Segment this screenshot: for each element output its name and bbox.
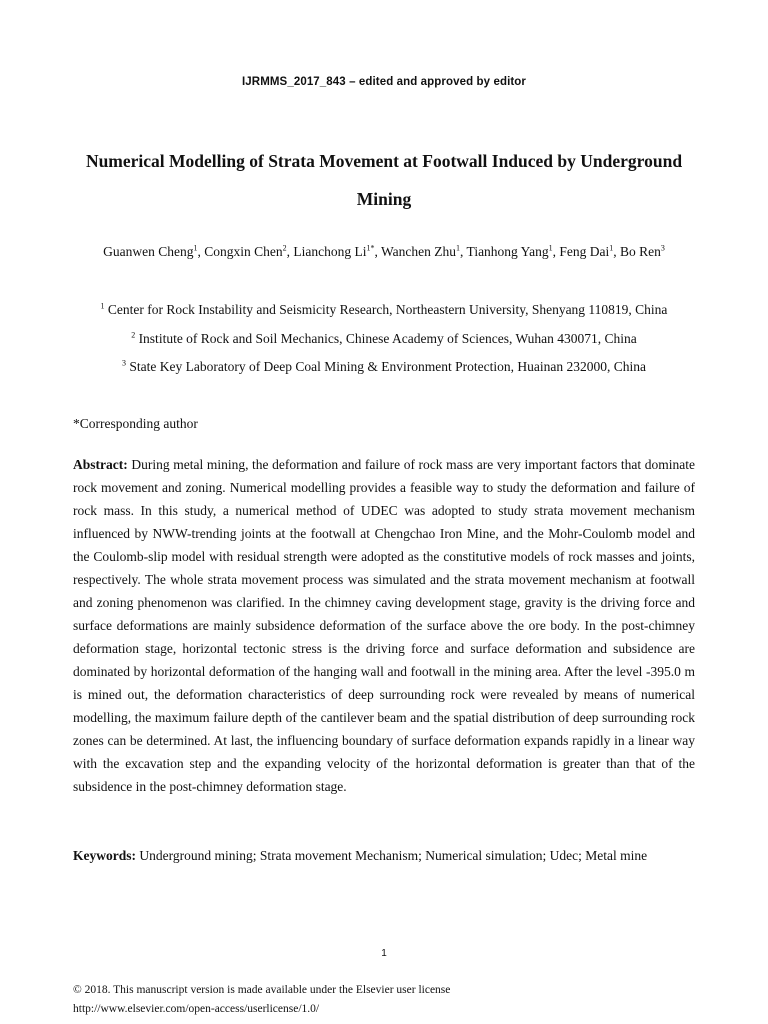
author-affiliation-mark: 1: [548, 243, 553, 253]
author-name: Tianhong Yang: [466, 244, 549, 259]
abstract: [73, 453, 695, 798]
keywords-label: Keywords:: [73, 848, 136, 863]
author-name: Guanwen Cheng: [103, 244, 194, 259]
page-number: 1: [381, 948, 387, 959]
header-note: IJRMMS_2017_843 – edited and approved by editor: [242, 76, 526, 88]
author-name: Lianchong Li: [293, 244, 367, 259]
license-statement: © 2018. This manuscript version is made available under the Elsevier user license: [73, 984, 451, 996]
author-name: Feng Dai: [559, 244, 610, 259]
author-separator: ,: [460, 244, 467, 259]
author-affiliation-mark: 1: [193, 243, 198, 253]
abstract-text: During metal mining, the deformation and failure of rock mass are very important factors that dominate rock movement and zoning. Numerical modelling provides a feasible way to study the deformation and failure of rock mass. In this study, a numerical method of UDEC was adopted to study strata movement mechanism influenced by NWW-trending joints at the footwall at Chengchao Iron Mine, and the Mohr-Coulomb model and the Coulomb-slip model with residual strength were adopted as the constitutive models of rock masses and joints, respectively. The whole strata movement process was simulated and the strata movement mechanism at footwall and zoning phenomenon was clarified. In the chimney caving development stage, gravity is the driving force and surface deformations are mainly subsidence deformation of the surface above the ore body. In the post-chimney deformation stage, horizontal tectonic stress is the driving force and surface deformation and subsidence are dominated by horizontal deformation of the hanging wall and footwall in the mining area. After the level -395.0 m is mined out, the deformation characteristics of deep surrounding rock were revealed by means of numerical modelling, the maximum failure depth of the cantilever beam and the spatial distribution of deep surrounding rock zones can be determined. At last, the influencing boundary of surface deformation expands rapidly in a linear way with the excavation step and the expanding velocity of the horizontal deformation is greater than that of the subsidence in the post-chimney deformation stage.: [73, 457, 696, 794]
author-affiliation-mark: 1*: [366, 243, 375, 253]
keywords: [73, 848, 647, 864]
corresponding-author-note: *Corresponding author: [73, 416, 198, 431]
affiliation-text: State Key Laboratory of Deep Coal Mining & Environment Protection, Huainan 232000, China: [129, 359, 647, 374]
affiliation-text: Center for Rock Instability and Seismicity Research, Northeastern University, Shenyang 110819, China: [107, 302, 668, 317]
keywords-text: Underground mining; Strata movement Mechanism; Numerical simulation; Udec; Metal mine: [139, 848, 648, 863]
affiliation-1: [0, 302, 768, 318]
affiliation-number: 3: [121, 358, 126, 368]
author-name: Congxin Chen: [204, 244, 283, 259]
author-separator: ,: [197, 244, 205, 259]
author-name: Wanchen Zhu: [381, 244, 457, 259]
paper-title: Numerical Modelling of Strata Movement at Footwall Induced by Underground Mining: [85, 151, 683, 209]
author-list: [60, 244, 708, 260]
author-affiliation-mark: 1: [609, 243, 614, 253]
affiliation-text: Institute of Rock and Soil Mechanics, Chinese Academy of Sciences, Wuhan 430071, China: [138, 331, 637, 346]
author-separator: ,: [613, 244, 620, 259]
author-separator: ,: [374, 244, 382, 259]
license-notice: [73, 981, 450, 1019]
author-separator: ,: [552, 244, 560, 259]
author-affiliation-mark: 3: [660, 243, 665, 253]
author-affiliation-mark: 2: [282, 243, 287, 253]
author-separator: ,: [286, 244, 294, 259]
author-name: Bo Ren: [619, 244, 661, 259]
abstract-label: Abstract:: [73, 457, 128, 472]
author-affiliation-mark: 1: [456, 243, 461, 253]
affiliation-3: [0, 359, 768, 375]
affiliation-number: 1: [100, 301, 105, 311]
affiliation-2: [0, 331, 768, 347]
affiliation-number: 2: [131, 330, 136, 340]
license-url: http://www.elsevier.com/open-access/userlicense/1.0/: [73, 1003, 320, 1015]
